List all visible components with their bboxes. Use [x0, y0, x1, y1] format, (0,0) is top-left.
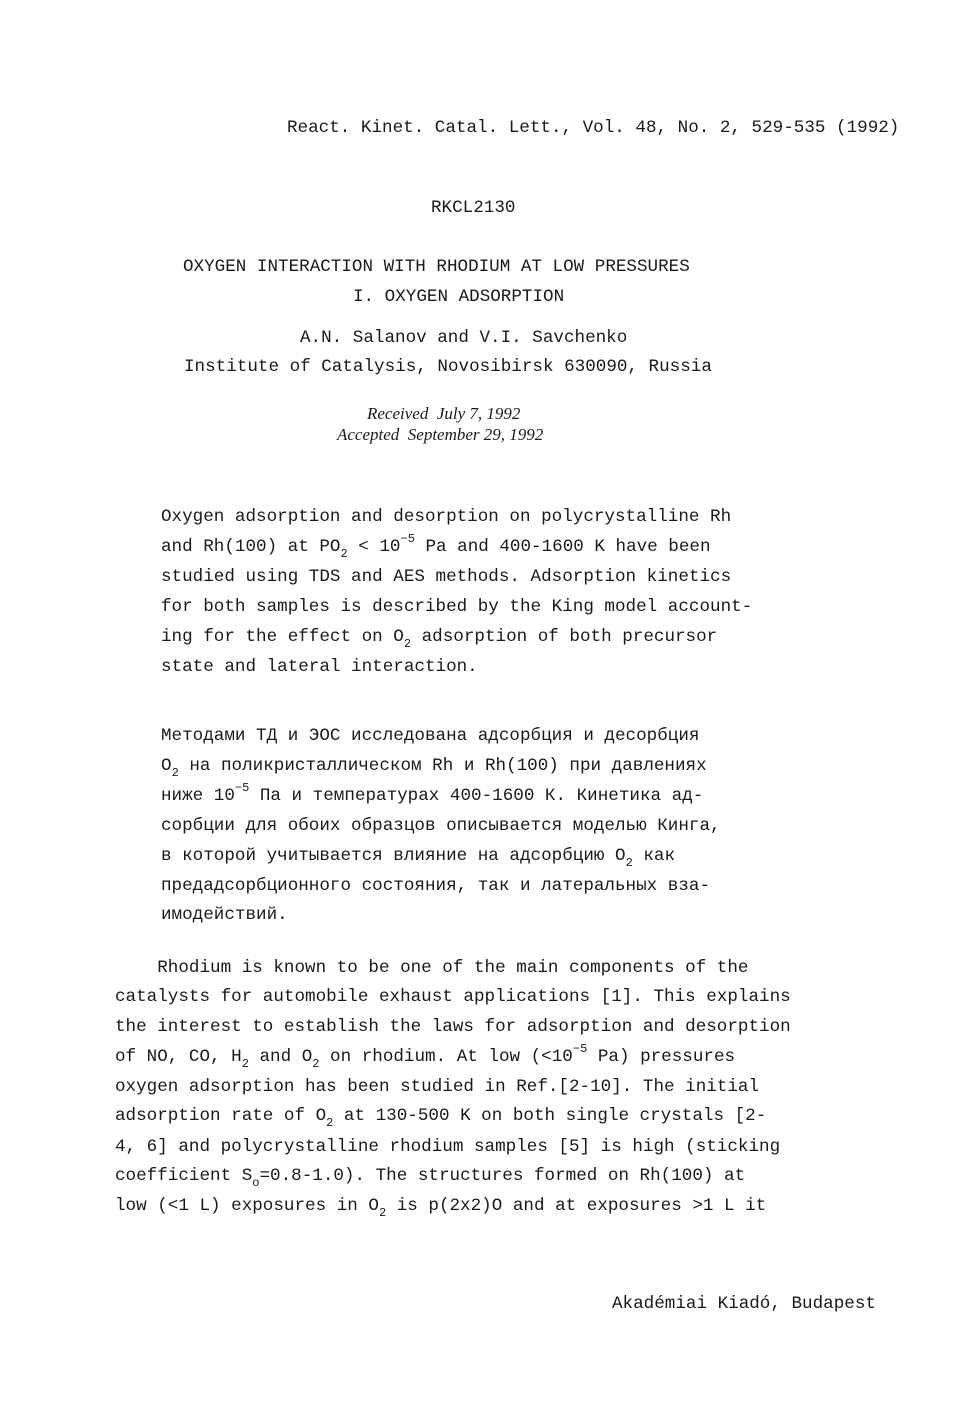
body-text-line: oxygen adsorption has been studied in Ref.[2-10]. The initial: [115, 1077, 760, 1097]
body-text-line: low (<1 L) exposures in $O_2$ is p(2x2)O and at exposures >1 L it: [115, 1196, 767, 1220]
body-text-line: the interest to establish the laws for adsorption and desorption: [115, 1017, 791, 1037]
title-line-2: I. OXYGEN ADSORPTION: [353, 287, 565, 307]
body-text-line: catalysts for automobile exhaust applications [1]. This explains: [115, 987, 791, 1007]
authors: A.N. Salanov and V.I. Savchenko: [300, 328, 628, 348]
abstract-ru-line: сорбции для обоих образцов описывается моделью Кинга,: [161, 816, 721, 836]
abstract-en-line: state and lateral interaction.: [161, 657, 478, 677]
abstract-en-line: Oxygen adsorption and desorption on polycrystalline Rh: [161, 507, 732, 527]
abstract-ru-line: Методами ТД и ЭОС исследована адсорбция и десорбция: [161, 726, 700, 746]
abstract-en-line: ing for the effect on $O_2$ adsorption of both precursor: [161, 627, 718, 651]
publisher-footer: Akadémiai Kiadó, Budapest: [612, 1294, 876, 1314]
body-text-line: adsorption rate of $O_2$ at 130-500 K on both single crystals [2-: [115, 1106, 767, 1130]
affiliation: Institute of Catalysis, Novosibirsk 630090, Russia: [184, 357, 712, 377]
abstract-en-line: for both samples is described by the King model account-: [161, 597, 753, 617]
body-text-line: coefficient $S_o=0.8-1.0$). The structures formed on Rh(100) at: [115, 1166, 746, 1190]
abstract-ru-line: предадсорбционного состояния, так и латеральных вза-: [161, 876, 711, 896]
abstract-ru-line: $O_2$ на поликристаллическом Rh и Rh(100) при давлениях: [161, 756, 707, 780]
accepted-date: Accepted September 29, 1992: [337, 425, 544, 444]
title-line-1: OXYGEN INTERACTION WITH RHODIUM AT LOW PRESSURES: [183, 257, 690, 277]
journal-citation: React. Kinet. Catal. Lett., Vol. 48, No. 2, 529-535 (1992): [287, 118, 900, 138]
body-text-line: Rhodium is known to be one of the main components of the: [115, 958, 749, 978]
body-text-line: 4, 6] and polycrystalline rhodium samples [5] is high (sticking: [115, 1137, 781, 1157]
abstract-en-line: and Rh(100) at $PO_2 < 10^{-5}$ Pa and 400-1600 K have been: [161, 532, 711, 561]
abstract-ru-line: имодействий.: [161, 905, 288, 925]
abstract-en-line: studied using TDS and AES methods. Adsorption kinetics: [161, 567, 732, 587]
received-date: Received July 7, 1992: [367, 404, 521, 423]
body-text-line: of NO, CO, $H_2$ and $O_2$ on rhodium. At low ($<10^{-5}$ Pa) pressures: [115, 1042, 736, 1071]
article-code: RKCL2130: [431, 198, 516, 218]
abstract-ru-line: в которой учитывается влияние на адсорбцию $O_2$ как: [161, 846, 675, 870]
abstract-ru-line: ниже $10^{-5}$ Па и температурах 400-1600 К. Кинетика ад-: [161, 781, 704, 806]
